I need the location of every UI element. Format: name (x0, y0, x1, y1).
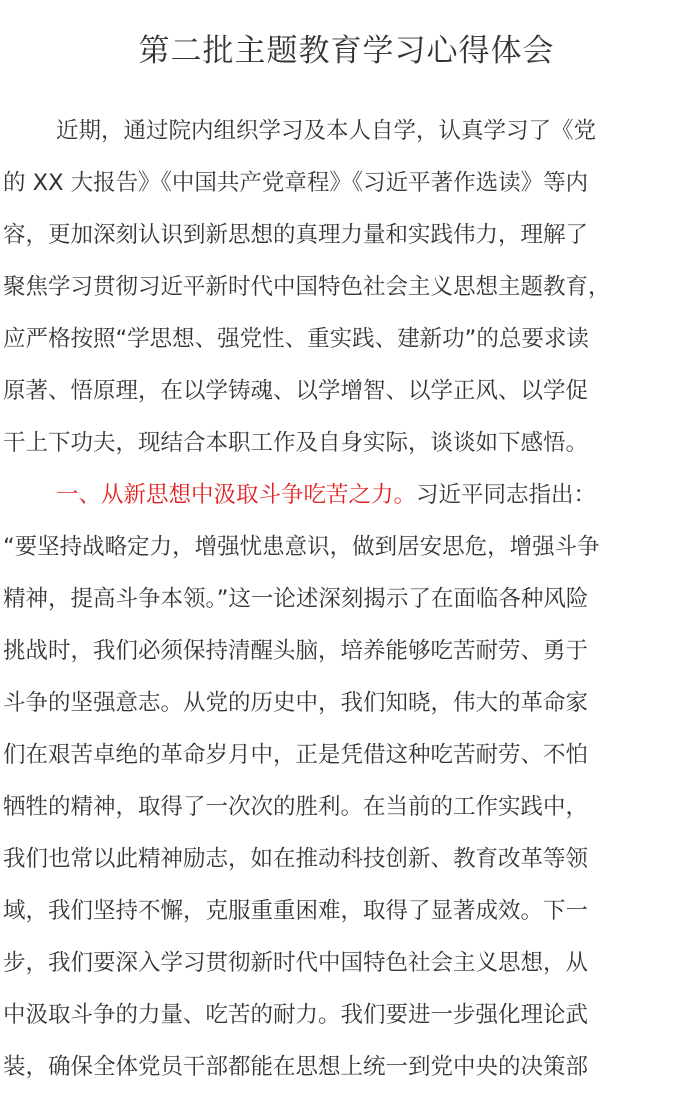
paragraph-line: 的 XX 大报告》《中国共产党章程》《习近平著作选读》等内 (3, 170, 589, 196)
paragraph-line: 容，更加深刻认识到新思想的真理力量和实践伟力，理解了 (3, 222, 589, 248)
paragraph-line: 精神，提高斗争本领。”这一论述深刻揭示了在面临各种风险 (3, 586, 589, 612)
paragraph-line: 装，确保全体党员干部都能在思想上统一到党中央的决策部 (3, 1054, 589, 1080)
paragraph-line: 原著、悟原理，在以学铸魂、以学增智、以学正风、以学促 (3, 378, 589, 404)
paragraph-line: 应严格按照“学思想、强党性、重实践、建新功”的总要求读 (3, 326, 589, 352)
paragraph-line: 们在艰苦卓绝的革命岁月中，正是凭借这种吃苦耐劳、不怕 (3, 742, 589, 768)
paragraph-line: 干上下功夫，现结合本职工作及自身实际，谈谈如下感悟。 (3, 430, 589, 456)
paragraph-line: 中汲取斗争的力量、吃苦的耐力。我们要进一步强化理论武 (3, 1002, 589, 1028)
paragraph-line: 域，我们坚持不懈，克服重重困难，取得了显著成效。下一 (3, 898, 589, 924)
paragraph-line: 斗争的坚强意志。从党的历史中，我们知晓，伟大的革命家 (3, 690, 589, 716)
paragraph-line: 牺牲的精神，取得了一次次的胜利。在当前的工作实践中， (3, 794, 589, 820)
paragraph-line: 聚焦学习贯彻习近平新时代中国特色社会主义思想主题教育， (3, 274, 611, 300)
section-heading-line (56, 469, 693, 521)
paragraph-line: 我们也常以此精神励志，如在推动科技创新、教育改革等领 (3, 846, 589, 872)
paragraph-line: “要坚持战略定力，增强忧患意识，做到居安思危，增强斗争 (3, 534, 600, 560)
section-heading: 一、从新思想中汲取斗争吃苦之力。 (56, 482, 417, 508)
paragraph-line: 挑战时，我们必须保持清醒头脑，培养能够吃苦耐劳、勇于 (3, 638, 589, 664)
paragraph-line: 近期，通过院内组织学习及本人自学，认真学习了《党 (56, 118, 597, 144)
document-title: 第二批主题教育学习心得体会 (138, 33, 555, 69)
section-heading-tail: 习近平同志指出： (416, 482, 597, 508)
paragraph-line: 步，我们要深入学习贯彻新时代中国特色社会主义思想，从 (3, 950, 589, 976)
